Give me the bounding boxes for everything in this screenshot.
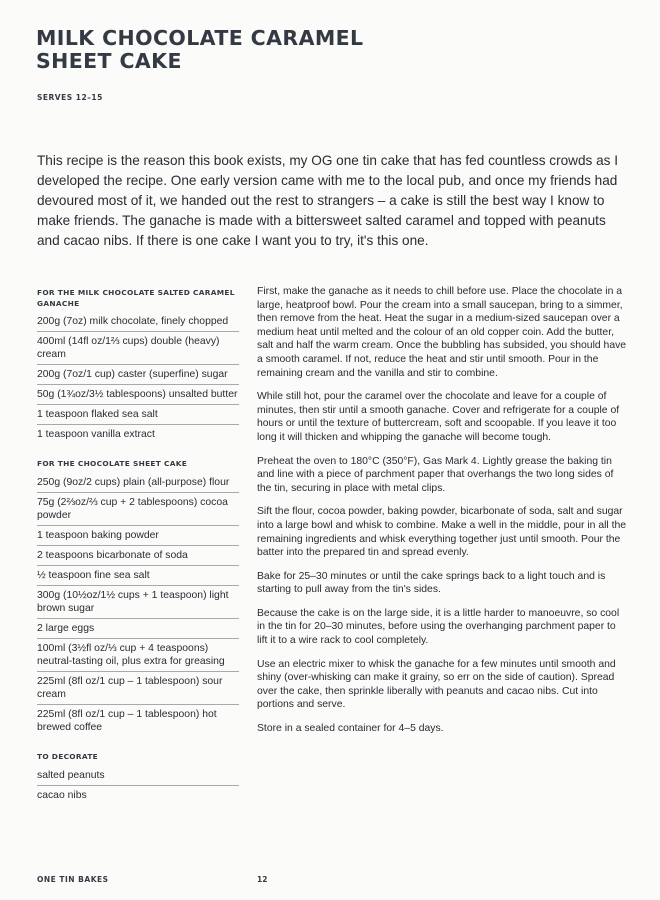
- ingredient-item: 2 large eggs: [37, 619, 239, 639]
- ingredient-item: 50g (1¾oz/3½ tablespoons) unsalted butter: [37, 385, 239, 405]
- ingredient-item: 225ml (8fl oz/1 cup – 1 tablespoon) sour cream: [37, 672, 239, 705]
- ingredient-item: 200g (7oz/1 cup) caster (superfine) sugar: [37, 365, 239, 385]
- method-step: First, make the ganache as it needs to chill before use. Place the chocolate in a large, heatproof bowl. Pour the cream into a small saucepan, bring to a simmer, then remove from the heat. Heat the sugar in a medium-sized saucepan over a medium heat until melted and the colour of an old copper coin. Add the butter, salt and half the warm cream. Once the bubbling has subsided, you should have a smooth caramel. If not, reduce the heat and stir until smooth. Pour in the remaining cream and the vanilla and stir to combine.: [257, 286, 627, 379]
- ingredient-item: 200g (7oz) milk chocolate, finely chopped: [37, 312, 239, 332]
- recipe-title-line-2: SHEET CAKE: [36, 49, 182, 73]
- ingredient-item: 100ml (3½fl oz/⅓ cup + 4 teaspoons) neutral-tasting oil, plus extra for greasing: [37, 639, 239, 672]
- page-number: 12: [257, 875, 268, 884]
- decorate-heading: TO DECORATE: [37, 752, 99, 761]
- sheet-cake-heading: FOR THE CHOCOLATE SHEET CAKE: [37, 459, 188, 468]
- ingredient-item: 300g (10½oz/1½ cups + 1 teaspoon) light brown sugar: [37, 586, 239, 619]
- ingredient-item: 1 teaspoon flaked sea salt: [37, 405, 239, 425]
- ingredient-item: 225ml (8fl oz/1 cup – 1 tablespoon) hot brewed coffee: [37, 709, 217, 733]
- ingredient-item: 1 teaspoon baking powder: [37, 526, 239, 546]
- ingredient-item: 400ml (14fl oz/1⅔ cups) double (heavy) cream: [37, 332, 239, 365]
- ingredient-item: 1 teaspoon vanilla extract: [37, 429, 155, 440]
- method-column: [257, 285, 627, 746]
- method-step: Because the cake is on the large side, it is a little harder to manoeuvre, so cool in the tin for 20–30 minutes, before using the overhanging parchment paper to lift it to a wire rack to cool completely.: [257, 607, 620, 647]
- ingredient-item: 2 teaspoons bicarbonate of soda: [37, 546, 239, 566]
- recipe-title-line-1: MILK CHOCOLATE CARAMEL: [36, 26, 364, 50]
- method-step: Sift the flour, cocoa powder, baking powder, bicarbonate of soda, salt and sugar into a large bowl and whisk to combine. Make a well in the middle, pour in all the remaining ingredients and whisk everything together just until smooth. Pour the batter into the prepared tin and spread evenly.: [257, 506, 627, 559]
- method-step: While still hot, pour the caramel over the chocolate and leave for a couple of minutes, then stir until a smooth ganache. Cover and refrigerate for a couple of hours or until the texture of buttercream, soft and scoopable. If you leave it too long it will thicken and whipping the ganache will become tough.: [257, 391, 620, 443]
- method-step: Bake for 25–30 minutes or until the cake springs back to a light touch and is starting to pull away from the tin's sides.: [257, 570, 606, 596]
- ingredient-item: 75g (2⅔oz/⅔ cup + 2 tablespoons) cocoa powder: [37, 493, 239, 526]
- recipe-title: [36, 27, 364, 73]
- ingredient-item: cacao nibs: [37, 790, 87, 801]
- serves-label: SERVES 12–15: [37, 93, 103, 102]
- ingredient-item: ½ teaspoon fine sea salt: [37, 566, 239, 586]
- ingredient-item: salted peanuts: [37, 766, 239, 786]
- method-step: Store in a sealed container for 4–5 days.: [257, 723, 444, 735]
- ingredients-column: [37, 287, 239, 805]
- method-step: Preheat the oven to 180°C (350°F), Gas Mark 4. Lightly grease the baking tin and line with a piece of parchment paper that overhangs the two long sides of the tin, securing in place with metal clips.: [257, 455, 614, 494]
- method-step: Use an electric mixer to whisk the ganache for a few minutes until smooth and shiny (over-whisking can make it grainy, so err on the side of caution). Spread over the cake, then sprinkle liberally with peanuts and cacao nibs. Cut into portions and serve.: [257, 658, 616, 711]
- footer-book-title: ONE TIN BAKES: [37, 875, 109, 884]
- intro-paragraph: This recipe is the reason this book exists, my OG one tin cake that has fed countless crowds as I developed the recipe. One early version came with me to the local pub, and once my friends had devoured most of it, we handed out the rest to strangers – a cake is still the best way I know to make friends. The ganache is made with a bittersweet salted caramel and topped with peanuts and cacao nibs. If there is one cake I want you to try, it's this one.: [37, 153, 619, 248]
- ingredient-item: 250g (9oz/2 cups) plain (all-purpose) flour: [37, 473, 239, 493]
- ganache-heading: FOR THE MILK CHOCOLATE SALTED CARAMEL GANACHE: [37, 288, 235, 308]
